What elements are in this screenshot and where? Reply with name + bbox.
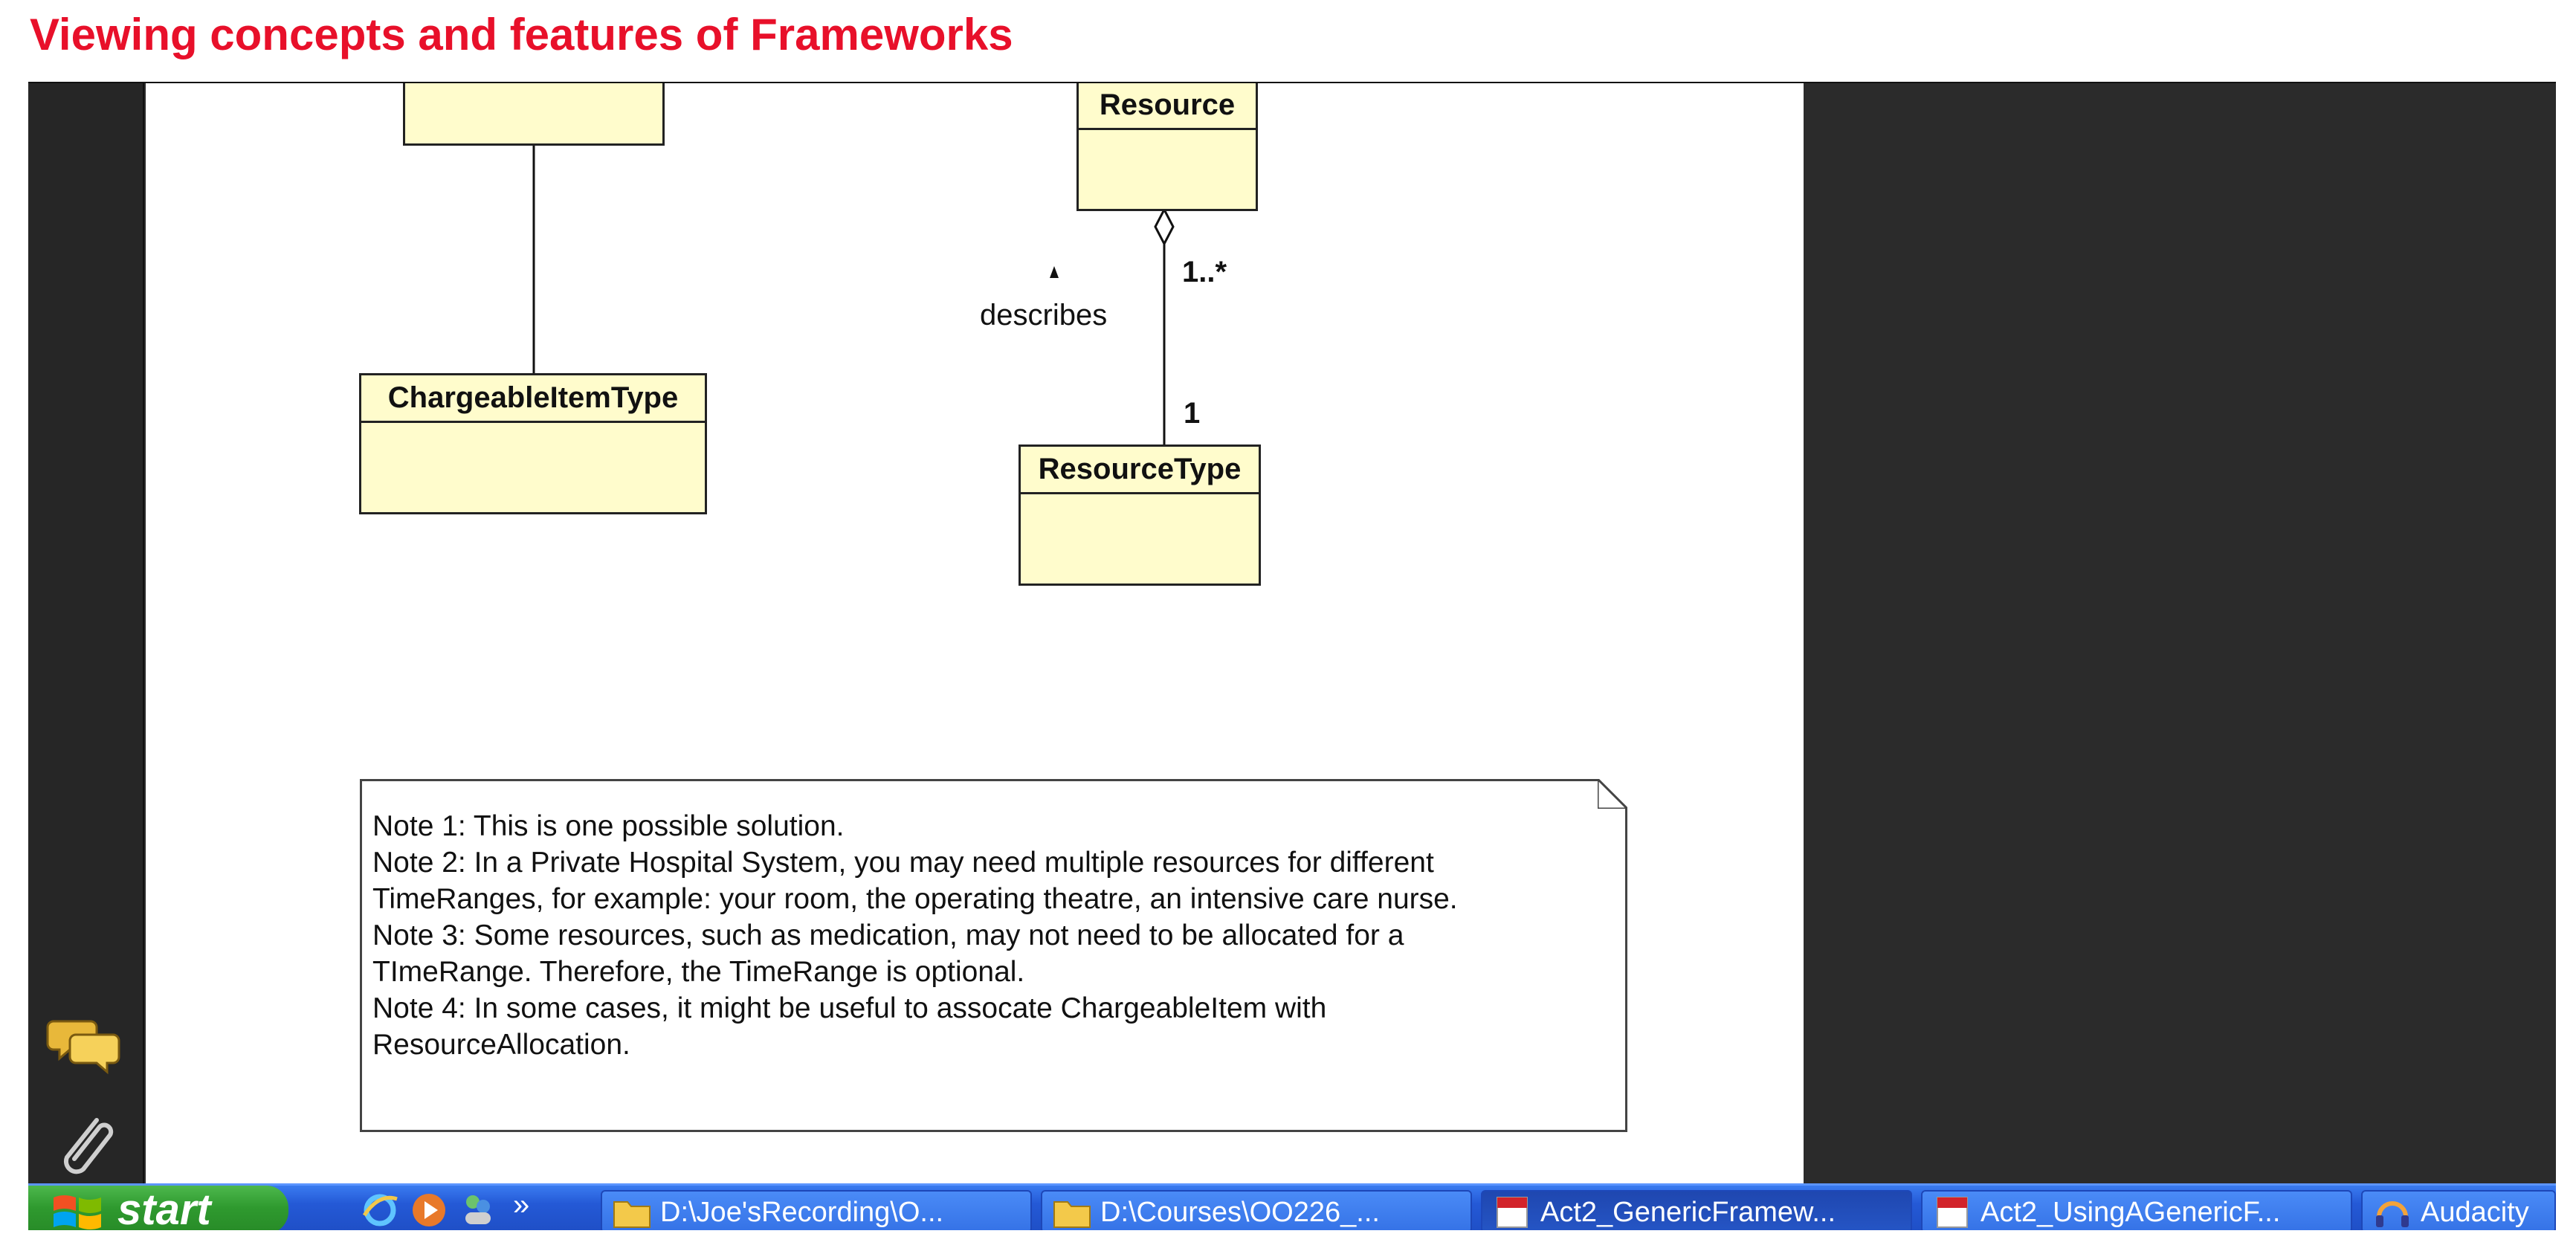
media-player-icon[interactable] [409, 1190, 449, 1230]
attachment-icon[interactable] [45, 1105, 126, 1187]
slide-title: Viewing concepts and features of Frameworks [30, 10, 1013, 59]
screen-capture [28, 82, 2556, 1230]
note-line: TimeRanges, for example: your room, the operating theatre, an intensive care nurse. [372, 883, 1458, 915]
comments-icon[interactable] [45, 1005, 126, 1087]
pdf-page [146, 83, 1804, 1183]
multiplicity-many: 1..* [1182, 256, 1227, 288]
viewer-background [1805, 83, 2556, 1183]
task-label: D:\Courses\OO226_... [1100, 1197, 1380, 1228]
aggregation-diamond [1155, 210, 1173, 244]
note-fold-corner [1598, 779, 1627, 809]
uml-class-resource-type: ResourceType [1019, 445, 1261, 586]
taskbar-button-courses[interactable] [1041, 1190, 1472, 1230]
multiplicity-one: 1 [1184, 397, 1201, 430]
taskbar-button-generic-framework-pdf[interactable] [1481, 1190, 1912, 1230]
folder-icon [1053, 1196, 1091, 1229]
note-line: Note 4: In some cases, it might be useful to assocate ChargeableItem with [372, 992, 1327, 1024]
task-label: Audacity [2421, 1197, 2529, 1228]
audacity-icon [2373, 1196, 2412, 1229]
internet-explorer-icon[interactable] [360, 1190, 400, 1230]
task-label: D:\Joe'sRecording\O... [660, 1197, 944, 1228]
uml-note [360, 779, 1627, 1132]
taskbar-button-using-generic-framework-pdf[interactable] [1921, 1190, 2352, 1230]
note-line: TImeRange. Therefore, the TimeRange is optional. [372, 956, 1025, 988]
task-label: Act2_UsingAGenericF... [1981, 1197, 2281, 1228]
windows-flag-icon [51, 1192, 104, 1230]
quick-launch-more-button[interactable]: » [513, 1189, 530, 1221]
pdf-icon [1493, 1196, 1531, 1229]
note-line: Note 3: Some resources, such as medication, may not need to be allocated for a [372, 919, 1404, 951]
note-line: ResourceAllocation. [372, 1029, 630, 1061]
start-button[interactable] [28, 1186, 288, 1230]
uml-class-chargeable-item-type: ChargeableItemType [359, 373, 707, 514]
start-label: start [117, 1186, 211, 1230]
pdf-icon [1933, 1196, 1972, 1229]
association-label-describes: describes [980, 299, 1108, 332]
pdf-left-rail [28, 83, 144, 1183]
note-line: Note 1: This is one possible solution. [372, 810, 845, 842]
taskbar-button-joes-recording[interactable] [601, 1190, 1032, 1230]
note-text [372, 808, 1458, 1063]
task-label: Act2_GenericFramew... [1540, 1197, 1836, 1228]
messenger-icon[interactable] [458, 1190, 498, 1230]
windows-taskbar [28, 1183, 2556, 1230]
uml-class-chargeable-item [403, 82, 665, 146]
taskbar-button-audacity[interactable] [2361, 1190, 2556, 1230]
uml-class-resource: Resource [1076, 82, 1258, 211]
folder-icon [613, 1196, 651, 1229]
note-line: Note 2: In a Private Hospital System, you may need multiple resources for different [372, 847, 1434, 879]
direction-arrow [1050, 266, 1059, 278]
